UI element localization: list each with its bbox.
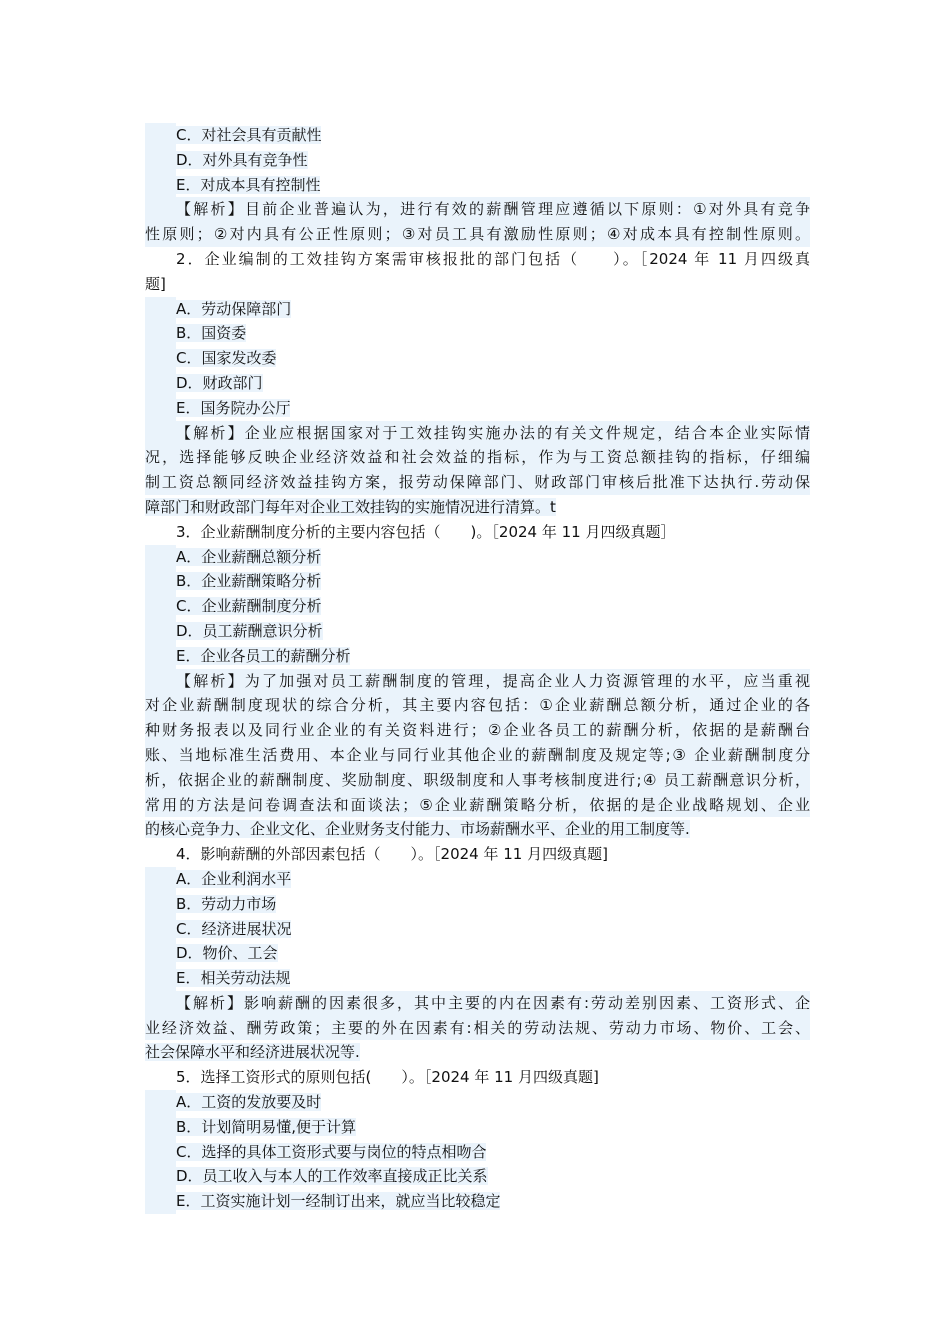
line-text: A．工资的发放要及时 [176, 1093, 322, 1112]
line-indent [145, 892, 176, 917]
line-text: D．财政部门 [176, 373, 263, 392]
line-text: 对企业薪酬制度现状的综合分析，其主要内容包括：①企业薪酬总额分析，通过企业的各 [145, 693, 810, 718]
text-line [145, 123, 810, 148]
line-indent [145, 1115, 176, 1140]
line-text: E．对成本具有控制性 [176, 175, 321, 194]
line-text: B．国资委 [176, 324, 247, 343]
line-text: 4．影响薪酬的外部因素包括（ ）。［2024 年 11 月四级真题] [176, 845, 608, 864]
line-indent [145, 321, 176, 346]
line-text: C．选择的具体工资形式要与岗位的特点相吻合 [176, 1142, 487, 1161]
text-line [145, 346, 810, 371]
text-line [145, 768, 810, 793]
line-text: 2．企业编制的工效挂钩方案需审核报批的部门包括（ ）。［2024 年 11 月四级真 [176, 249, 810, 268]
line-text: 析，依据企业的薪酬制度、奖励制度、职级制度和人事考核制度进行;④ 员工薪酬意识分析， [145, 768, 810, 793]
text-line [145, 1040, 810, 1065]
line-indent [145, 1090, 176, 1115]
text-line [145, 173, 810, 198]
document-page [145, 123, 810, 1214]
text-line [145, 222, 810, 247]
line-indent [145, 297, 176, 322]
line-text: C．企业薪酬制度分析 [176, 597, 322, 616]
text-line [145, 718, 810, 743]
line-indent [145, 991, 176, 1016]
text-line [145, 917, 810, 942]
line-text: 业经济效益、酬劳政策；主要的外在因素有:相关的劳动法规、劳动力市场、物价、工会、 [145, 1016, 810, 1041]
text-line [145, 693, 810, 718]
line-text: D．对外具有竞争性 [176, 150, 308, 169]
text-line [145, 842, 810, 867]
line-indent [145, 1189, 176, 1214]
line-text: C．国家发改委 [176, 349, 277, 368]
text-line [145, 793, 810, 818]
text-line [145, 247, 810, 272]
line-text: A．企业利润水平 [176, 869, 292, 888]
text-line [145, 148, 810, 173]
text-line [145, 421, 810, 446]
line-text: 种财务报表以及同行业企业的有关资料进行；②企业各员工的薪酬分析，依据的是薪酬台 [145, 718, 810, 743]
text-line [145, 1065, 810, 1090]
line-text: 况，选择能够反映企业经济效益和社会效益的指标，作为与工资总额挂钩的指标，仔细编 [145, 445, 810, 470]
text-line [145, 1140, 810, 1165]
line-text: 性原则；②对内具有公正性原则；③对员工具有激励性原则；④对成本具有控制性原则。 [145, 222, 810, 247]
line-indent [145, 1140, 176, 1165]
text-line [145, 1090, 810, 1115]
line-text: E．工资实施计划一经制订出来，就应当比较稳定 [176, 1192, 501, 1211]
line-text: 题] [145, 274, 166, 293]
text-line [145, 197, 810, 222]
line-indent [145, 619, 176, 644]
text-line [145, 892, 810, 917]
line-indent [145, 842, 176, 867]
line-text: D．员工收入与本人的工作效率直接成正比关系 [176, 1167, 488, 1186]
text-line [145, 396, 810, 421]
line-text: C．对社会具有贡献性 [176, 126, 322, 144]
text-line [145, 1115, 810, 1140]
line-indent [145, 669, 176, 694]
text-line [145, 569, 810, 594]
line-indent [145, 520, 176, 545]
line-indent [145, 148, 176, 173]
line-indent [145, 396, 176, 421]
line-indent [145, 594, 176, 619]
text-line [145, 867, 810, 892]
text-line [145, 445, 810, 470]
line-text: 常用的方法是问卷调查法和面谈法；⑤企业薪酬策略分析，依据的是企业战略规划、企业 [145, 793, 810, 818]
line-text: 制工资总额同经济效益挂钩方案，报劳动保障部门、财政部门审核后批准下达执行.劳动保 [145, 470, 810, 495]
line-text: 5．选择工资形式的原则包括( ）。［2024 年 11 月四级真题] [176, 1068, 599, 1087]
line-text: E．国务院办公厅 [176, 398, 291, 417]
line-text: E．企业各员工的薪酬分析 [176, 646, 351, 665]
text-line [145, 817, 810, 842]
line-text: D．员工薪酬意识分析 [176, 621, 323, 640]
line-indent [145, 371, 176, 396]
line-text: 【解析】为了加强对员工薪酬制度的管理，提高企业人力资源管理的水平，应当重视 [176, 669, 810, 694]
text-line [145, 619, 810, 644]
line-text: E．相关劳动法规 [176, 969, 291, 988]
line-text: D．物价、工会 [176, 944, 278, 963]
line-text: B．劳动力市场 [176, 894, 277, 913]
line-indent [145, 867, 176, 892]
text-line [145, 520, 810, 545]
line-text: B．计划简明易懂,便于计算 [176, 1117, 357, 1136]
line-indent [145, 123, 176, 148]
text-line [145, 297, 810, 322]
line-text: C．经济进展状况 [176, 919, 292, 938]
text-line [145, 321, 810, 346]
line-indent [145, 1164, 176, 1189]
line-indent [145, 197, 176, 222]
line-text: 【解析】目前企业普遍认为，进行有效的薪酬管理应遵循以下原则：①对外具有竞争 [176, 197, 810, 222]
text-line [145, 1016, 810, 1041]
text-line [145, 545, 810, 570]
text-line [145, 743, 810, 768]
line-indent [145, 966, 176, 991]
text-line [145, 941, 810, 966]
line-indent [145, 247, 176, 272]
line-indent [145, 421, 176, 446]
line-indent [145, 644, 176, 669]
line-indent [145, 346, 176, 371]
text-line [145, 272, 810, 297]
line-text: 障部门和财政部门每年对企业工效挂钩的实施情况进行清算。t [145, 497, 556, 516]
line-indent [145, 917, 176, 942]
text-line [145, 669, 810, 694]
text-line [145, 371, 810, 396]
text-line [145, 1164, 810, 1189]
line-text: 社会保障水平和经济进展状况等. [145, 1043, 360, 1062]
text-line [145, 966, 810, 991]
text-line [145, 991, 810, 1016]
text-line [145, 594, 810, 619]
line-indent [145, 1065, 176, 1090]
line-indent [145, 941, 176, 966]
line-indent [145, 545, 176, 570]
text-line [145, 644, 810, 669]
line-text: 的核心竞争力、企业文化、企业财务支付能力、市场薪酬水平、企业的用工制度等. [145, 820, 690, 839]
line-text: 【解析】影响薪酬的因素很多，其中主要的内在因素有:劳动差别因素、工资形式、企 [176, 991, 810, 1016]
text-line [145, 1189, 810, 1214]
line-text: A．劳动保障部门 [176, 299, 292, 318]
text-line [145, 495, 810, 520]
text-line [145, 470, 810, 495]
line-text: A．企业薪酬总额分析 [176, 547, 322, 566]
line-text: 【解析】企业应根据国家对于工效挂钩实施办法的有关文件规定，结合本企业实际情 [176, 421, 810, 446]
line-text: B．企业薪酬策略分析 [176, 572, 322, 591]
line-text: 账、当地标准生活费用、本企业与同行业其他企业的薪酬制度及规定等;③ 企业薪酬制度分 [145, 743, 810, 768]
line-text: 3．企业薪酬制度分析的主要内容包括（ )。［2024 年 11 月四级真题］ [176, 522, 676, 541]
line-indent [145, 173, 176, 198]
line-indent [145, 569, 176, 594]
